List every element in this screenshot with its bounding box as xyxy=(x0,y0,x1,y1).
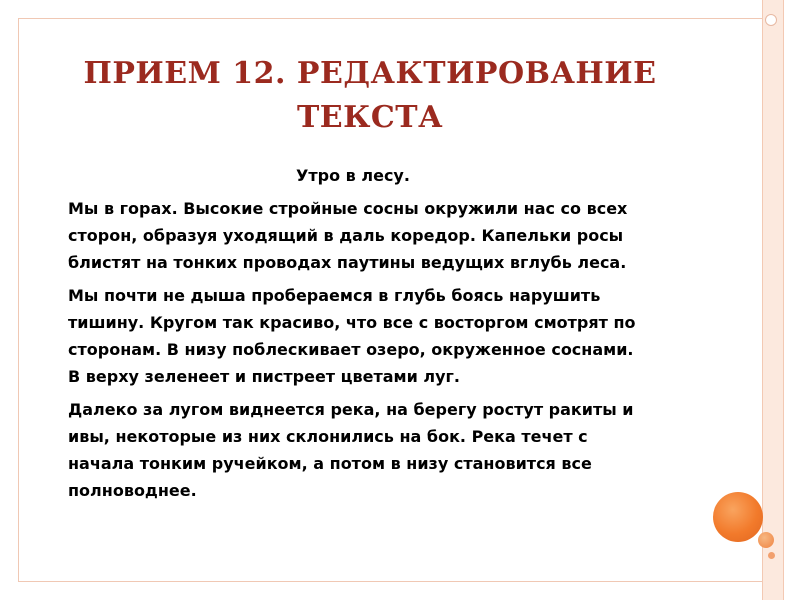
paragraph-3: Далеко за лугом виднеется река, на берегу ростут ракиты и ивы, некоторые из них склонились на бок. Река течет с начала тонким ручейком, а потом в низу становится все полноводнее. xyxy=(68,400,634,500)
decorative-circle-icon xyxy=(765,14,777,26)
orange-dot-large-icon xyxy=(713,492,763,542)
paragraph-2: Мы почти не дыша пробераемся в глубь боясь нарушить тишину. Кругом так красиво, что все с восторгом смотрят по сторонам. В низу поблескивает озеро, окруженное соснами. В верху зеленеет и пистреет цветами луг. xyxy=(68,286,636,386)
decorative-side-band xyxy=(762,0,784,600)
paragraph-1: Мы в горах. Высокие стройные сосны окружили нас со всех сторон, образуя уходящий в даль коредор. Капельки росы блистят на тонких проводах паутины ведущих вглубь леса. xyxy=(68,199,628,272)
orange-dot-small-icon xyxy=(768,552,775,559)
text-subtitle: Утро в лесу. xyxy=(296,166,410,185)
slide-title: ПРИЕМ 12. РЕДАКТИРОВАНИЕ ТЕКСТА xyxy=(83,56,657,135)
slide-body xyxy=(68,162,698,510)
orange-dot-medium-icon xyxy=(758,532,774,548)
